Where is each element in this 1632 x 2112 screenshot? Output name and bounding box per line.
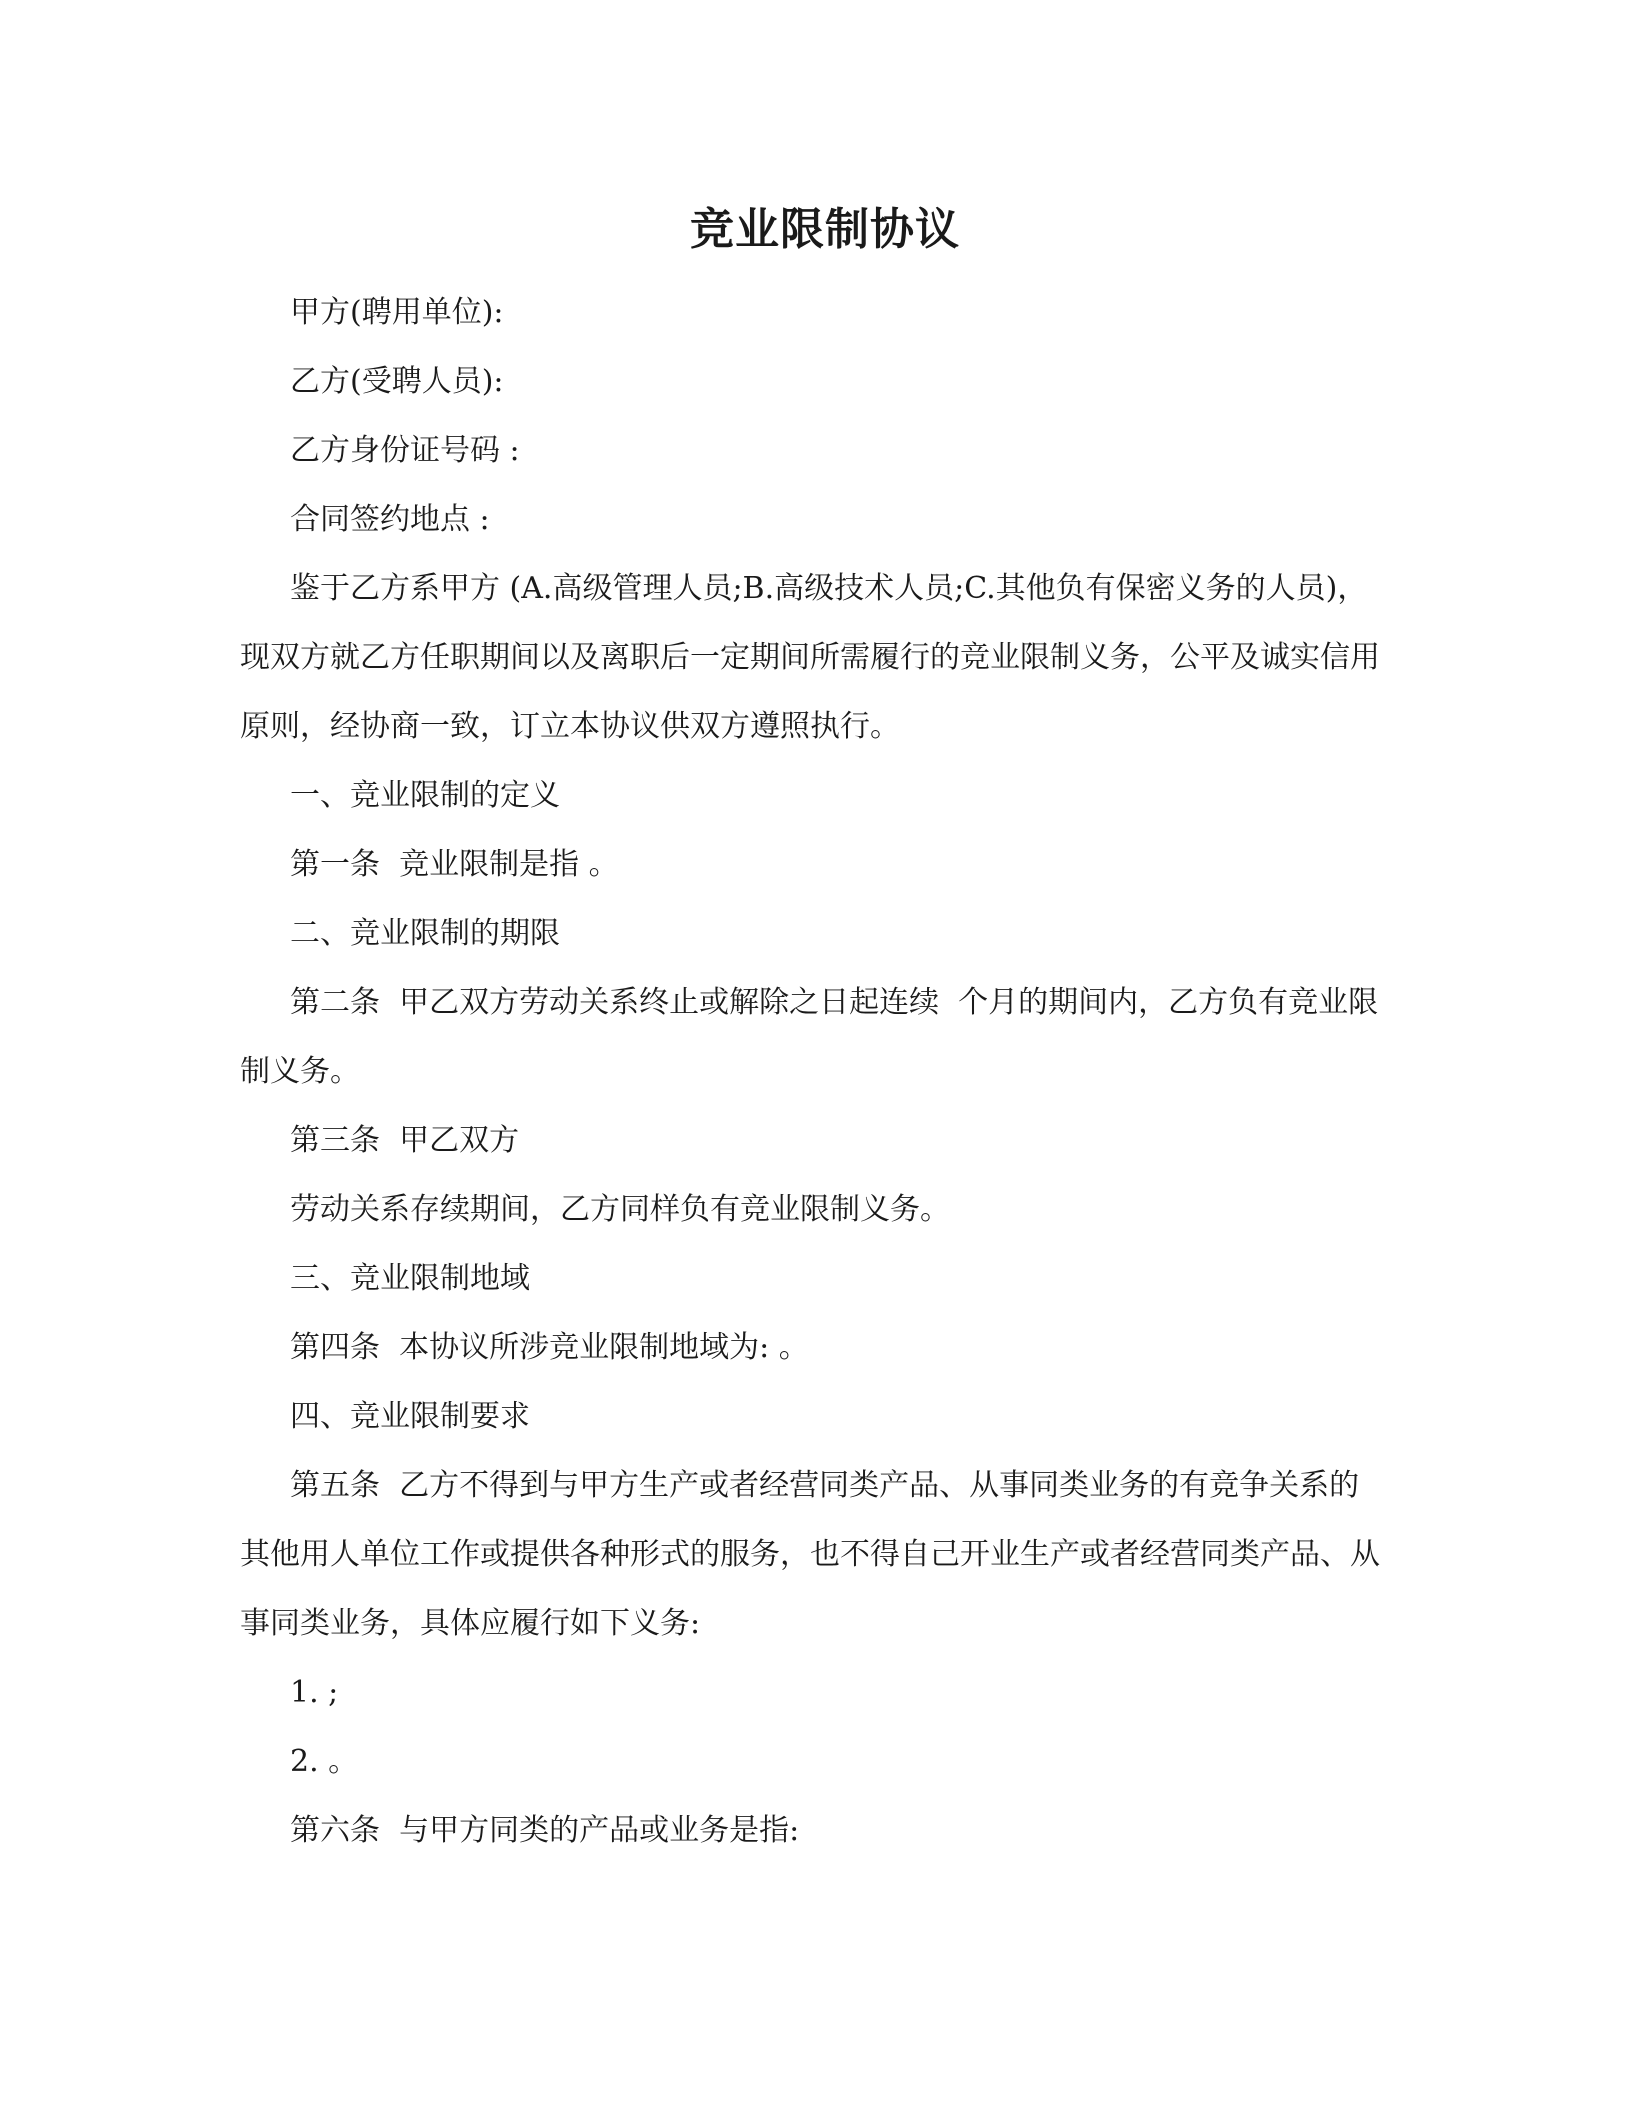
article-5: 第五条 乙方不得到与甲方生产或者经营同类产品、从事同类业务的有竞争关系的其他用人单位工作或提供各种形式的服务，也不得自己开业生产或者经营同类产品、从事同类业务，具体应履行如下义务: [240, 1468, 1380, 1641]
party-b-line: 乙方(受聘人员): [290, 364, 504, 399]
article-6: 第六条 与甲方同类的产品或业务是指: [290, 1813, 800, 1848]
article-1: 第一条 竞业限制是指 。 [290, 847, 619, 882]
sign-place-line: 合同签约地点 : [290, 502, 490, 537]
list-item-1: 1. ; [290, 1675, 339, 1710]
article-3: 第三条 甲乙双方 [290, 1123, 520, 1158]
document-body [240, 278, 1380, 1865]
preamble-paragraph: 鉴于乙方系甲方 (A.高级管理人员;B.高级技术人员;C.其他负有保密义务的人员)，现双方就乙方任职期间以及离职后一定期间所需履行的竞业限制义务，公平及诚实信用原则，经协商一致，订立本协议供双方遵照执行。 [240, 571, 1380, 744]
document-title: 竞业限制协议 [690, 204, 960, 255]
section-heading-4: 四、竞业限制要求 [290, 1399, 530, 1434]
article-2: 第二条 甲乙双方劳动关系终止或解除之日起连续 个月的期间内，乙方负有竞业限制义务。 [240, 985, 1379, 1089]
article-3-continuation: 劳动关系存续期间，乙方同样负有竞业限制义务。 [290, 1192, 950, 1227]
article-4: 第四条 本协议所涉竞业限制地域为: 。 [290, 1330, 809, 1365]
section-heading-2: 二、竞业限制的期限 [290, 916, 560, 951]
list-item-2: 2. 。 [290, 1744, 359, 1779]
section-heading-3: 三、竞业限制地域 [290, 1261, 530, 1296]
section-heading-1: 一、竞业限制的定义 [290, 778, 560, 813]
party-a-line: 甲方(聘用单位): [290, 295, 504, 330]
party-b-id-line: 乙方身份证号码 : [290, 433, 520, 468]
